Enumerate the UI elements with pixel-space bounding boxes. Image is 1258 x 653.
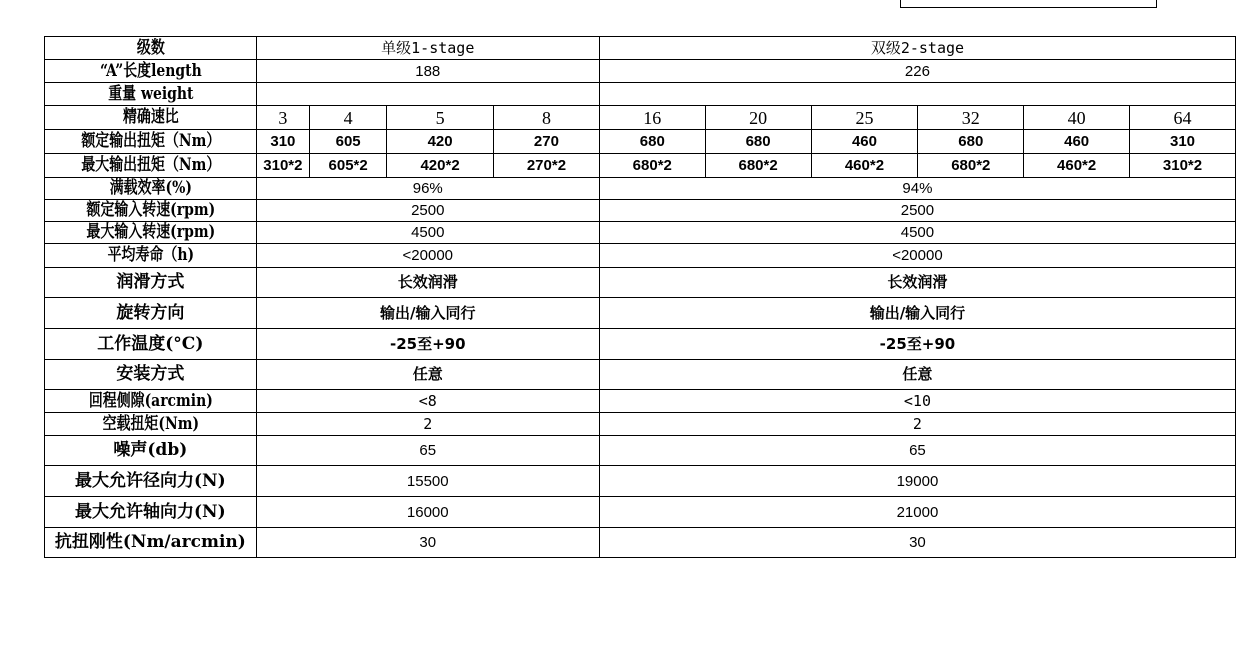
rated-torque-cell: 680 — [918, 130, 1024, 154]
single-torsional-rigidity: 30 — [256, 528, 599, 558]
max-torque-cell: 680*2 — [599, 154, 705, 178]
ratio-cell: 5 — [387, 106, 494, 130]
ratio-cell: 20 — [705, 106, 811, 130]
single-lifetime: <20000 — [256, 244, 599, 268]
single-noise: 65 — [256, 436, 599, 466]
row-label-stage: 级数 — [64, 37, 238, 60]
single-rotation: 输出/输入同行 — [256, 298, 599, 329]
double-temperature: -25至+90 — [599, 329, 1235, 360]
single-length: 188 — [256, 60, 599, 83]
table-row — [45, 130, 1236, 154]
double-lubrication: 长效润滑 — [599, 268, 1235, 298]
table-row — [45, 436, 1236, 466]
double-lifetime: <20000 — [599, 244, 1235, 268]
rated-torque-cell: 605 — [310, 130, 387, 154]
double-length: 226 — [599, 60, 1235, 83]
table-row — [45, 497, 1236, 528]
double-max-input-speed: 4500 — [599, 222, 1235, 244]
table-row — [45, 413, 1236, 436]
row-label-max-input-speed: 最大输入转速(rpm) — [64, 222, 238, 244]
max-torque-cell: 420*2 — [387, 154, 494, 178]
table-row — [45, 200, 1236, 222]
single-temperature: -25至+90 — [256, 329, 599, 360]
single-stage-header: 单级1-stage — [256, 37, 599, 60]
top-frame-box — [900, 0, 1157, 8]
double-axial-force: 21000 — [599, 497, 1235, 528]
single-efficiency: 96% — [256, 178, 599, 200]
table-row — [45, 466, 1236, 497]
table-row — [45, 37, 1236, 60]
table-row — [45, 83, 1236, 106]
rated-torque-cell: 460 — [1024, 130, 1130, 154]
ratio-cell: 40 — [1024, 106, 1130, 130]
table-row — [45, 222, 1236, 244]
table-row — [45, 329, 1236, 360]
row-label-max-torque: 最大输出扭矩（Nm） — [64, 154, 238, 178]
single-radial-force: 15500 — [256, 466, 599, 497]
row-label-no-load-torque: 空载扭矩(Nm) — [64, 413, 238, 436]
single-backlash: <8 — [256, 390, 599, 413]
table-row — [45, 528, 1236, 558]
double-efficiency: 94% — [599, 178, 1235, 200]
row-label-rated-torque: 额定输出扭矩（Nm） — [64, 130, 238, 154]
max-torque-cell: 680*2 — [705, 154, 811, 178]
double-stage-header: 双级2-stage — [599, 37, 1235, 60]
rated-torque-cell: 460 — [811, 130, 918, 154]
row-label-lifetime: 平均寿命（h) — [64, 244, 238, 268]
rated-torque-cell: 310 — [1130, 130, 1236, 154]
rated-torque-cell: 680 — [705, 130, 811, 154]
single-weight — [256, 83, 599, 106]
max-torque-cell: 310*2 — [256, 154, 309, 178]
row-label-weight: 重量 weight — [64, 83, 238, 106]
table-row — [45, 268, 1236, 298]
spec-table — [44, 36, 1236, 558]
table-row — [45, 106, 1236, 130]
ratio-cell: 8 — [494, 106, 600, 130]
table-row — [45, 60, 1236, 83]
table-row — [45, 298, 1236, 329]
double-radial-force: 19000 — [599, 466, 1235, 497]
ratio-cell: 64 — [1130, 106, 1236, 130]
row-label-torsional-rigidity: 抗扭刚性(Nm/arcmin) — [45, 528, 257, 558]
rated-torque-cell: 680 — [599, 130, 705, 154]
row-label-axial-force: 最大允许轴向力(N) — [45, 497, 257, 528]
rated-torque-cell: 270 — [494, 130, 600, 154]
ratio-cell: 3 — [256, 106, 309, 130]
double-weight — [599, 83, 1235, 106]
double-rated-input-speed: 2500 — [599, 200, 1235, 222]
table-row — [45, 154, 1236, 178]
rated-torque-cell: 310 — [256, 130, 309, 154]
row-label-noise: 噪声(db) — [45, 436, 257, 466]
max-torque-cell: 270*2 — [494, 154, 600, 178]
ratio-cell: 16 — [599, 106, 705, 130]
row-label-ratio: 精确速比 — [64, 106, 238, 130]
single-axial-force: 16000 — [256, 497, 599, 528]
ratio-cell: 32 — [918, 106, 1024, 130]
rated-torque-cell: 420 — [387, 130, 494, 154]
row-label-rotation: 旋转方向 — [45, 298, 257, 329]
row-label-rated-input-speed: 额定输入转速(rpm) — [64, 200, 238, 222]
row-label-efficiency: 满载效率(%) — [64, 178, 238, 200]
double-no-load-torque: 2 — [599, 413, 1235, 436]
row-label-mounting: 安装方式 — [45, 360, 257, 390]
table-row — [45, 390, 1236, 413]
row-label-temperature: 工作温度(°C) — [45, 329, 257, 360]
max-torque-cell: 460*2 — [1024, 154, 1130, 178]
row-label-lubrication: 润滑方式 — [45, 268, 257, 298]
single-max-input-speed: 4500 — [256, 222, 599, 244]
double-torsional-rigidity: 30 — [599, 528, 1235, 558]
max-torque-cell: 310*2 — [1130, 154, 1236, 178]
double-rotation: 输出/输入同行 — [599, 298, 1235, 329]
single-mounting: 任意 — [256, 360, 599, 390]
table-row — [45, 244, 1236, 268]
row-label-radial-force: 最大允许径向力(N) — [45, 466, 257, 497]
single-lubrication: 长效润滑 — [256, 268, 599, 298]
double-noise: 65 — [599, 436, 1235, 466]
max-torque-cell: 605*2 — [310, 154, 387, 178]
row-label-length: “A”长度length — [64, 60, 238, 83]
table-row — [45, 360, 1236, 390]
row-label-backlash: 回程侧隙(arcmin) — [64, 390, 238, 413]
single-rated-input-speed: 2500 — [256, 200, 599, 222]
max-torque-cell: 680*2 — [918, 154, 1024, 178]
table-row — [45, 178, 1236, 200]
double-mounting: 任意 — [599, 360, 1235, 390]
double-backlash: <10 — [599, 390, 1235, 413]
ratio-cell: 4 — [310, 106, 387, 130]
ratio-cell: 25 — [811, 106, 918, 130]
single-no-load-torque: 2 — [256, 413, 599, 436]
max-torque-cell: 460*2 — [811, 154, 918, 178]
